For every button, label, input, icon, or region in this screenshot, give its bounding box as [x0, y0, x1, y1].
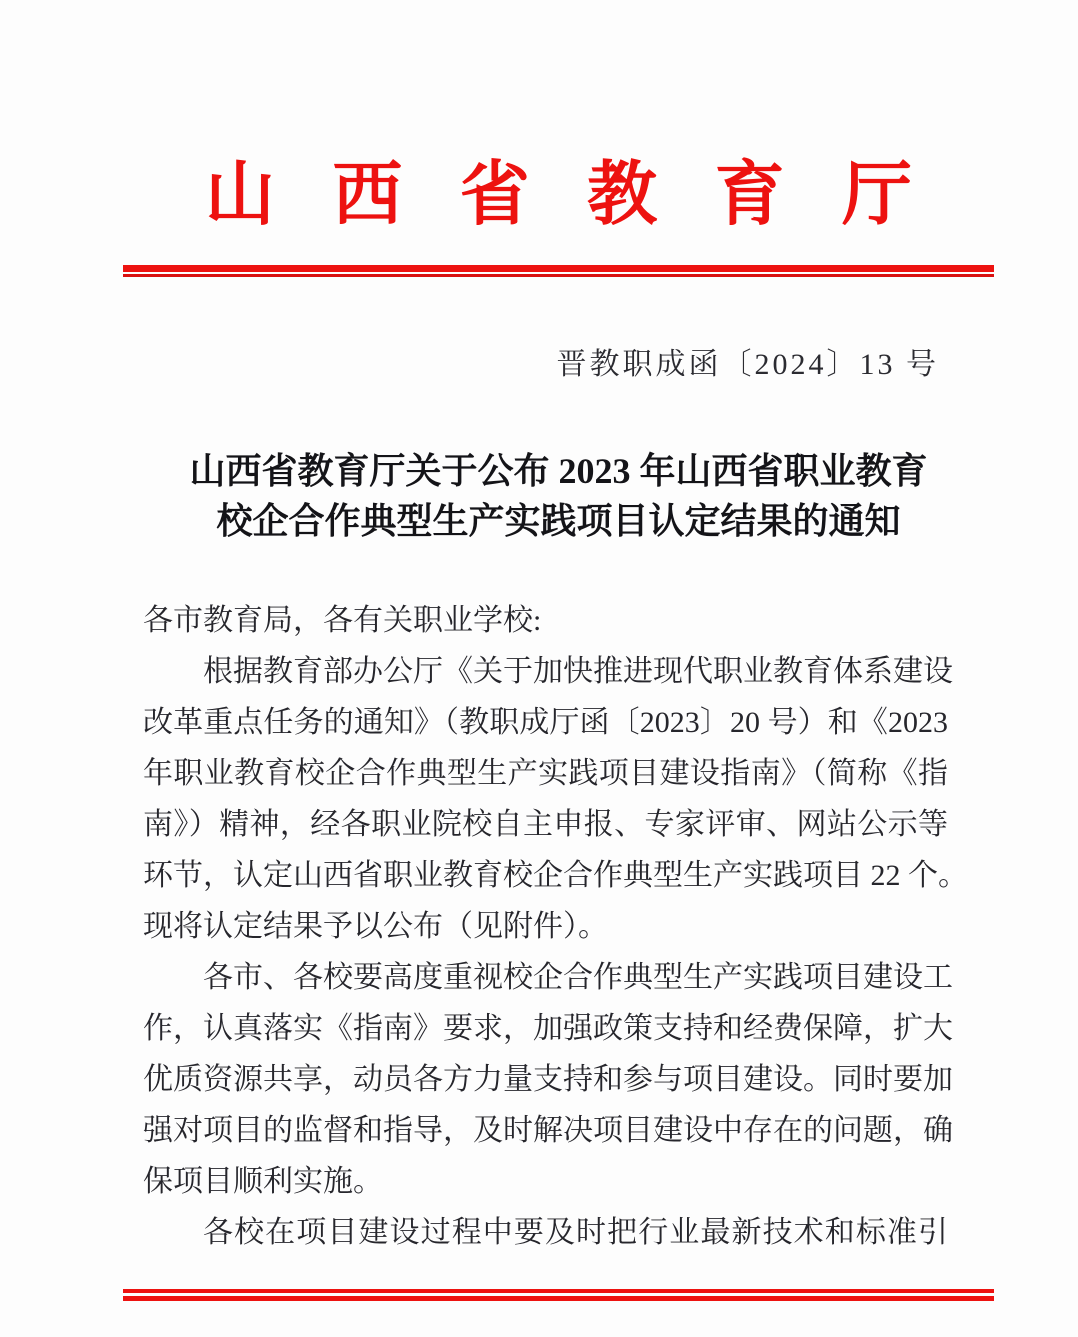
letterhead-rule-thick: [123, 265, 994, 272]
paragraph-1: [143, 646, 968, 952]
body-line: 各校在项目建设过程中要及时把行业最新技术和标准引: [203, 1216, 948, 1249]
body-line: 改革重点任务的通知》（教职成厅函〔2023〕20 号）和《2023: [143, 706, 948, 739]
content-area: [123, 0, 994, 1337]
body-line: 根据教育部办公厅《关于加快推进现代职业教育体系建设: [203, 655, 953, 688]
salutation-line: 各市教育局，各有关职业学校:: [143, 604, 542, 637]
body-line: 优质资源共享，动员各方力量支持和参与项目建设。同时要加: [143, 1063, 953, 1096]
footer-rule-2: [123, 1296, 994, 1301]
body-line: 各市、各校要高度重视校企合作典型生产实践项目建设工: [203, 961, 953, 994]
letterhead-separator: [123, 265, 994, 277]
footer-separator: [123, 1289, 994, 1301]
letterhead-agency-name: 山西省教育厅: [204, 157, 970, 234]
notice-title-line-1: 山西省教育厅关于公布 2023 年山西省职业教育: [189, 451, 928, 491]
body-line: 强对项目的监督和指导，及时解决项目建设中存在的问题，确: [143, 1114, 953, 1147]
notice-body: [143, 595, 968, 1258]
notice-title: [123, 446, 994, 546]
letterhead-rule-thin: [123, 274, 994, 277]
body-line: 环节，认定山西省职业教育校企合作典型生产实践项目 22 个。: [143, 859, 968, 892]
paragraph-2: [143, 952, 953, 1207]
body-line: 现将认定结果予以公布（见附件）。: [143, 910, 608, 943]
document-number: 晋教职成函〔2024〕13 号: [556, 348, 939, 381]
body-line: 保项目顺利实施。: [143, 1165, 383, 1198]
body-line: 作，认真落实《指南》要求，加强政策支持和经费保障，扩大: [143, 1012, 953, 1045]
body-line: 南》）精神，经各职业院校自主申报、专家评审、网站公示等: [143, 808, 948, 841]
paragraph-3: [143, 1207, 948, 1258]
body-line: 年职业教育校企合作典型生产实践项目建设指南》（简称《指: [143, 757, 948, 790]
notice-title-line-2: 校企合作典型生产实践项目认定结果的通知: [216, 501, 901, 541]
